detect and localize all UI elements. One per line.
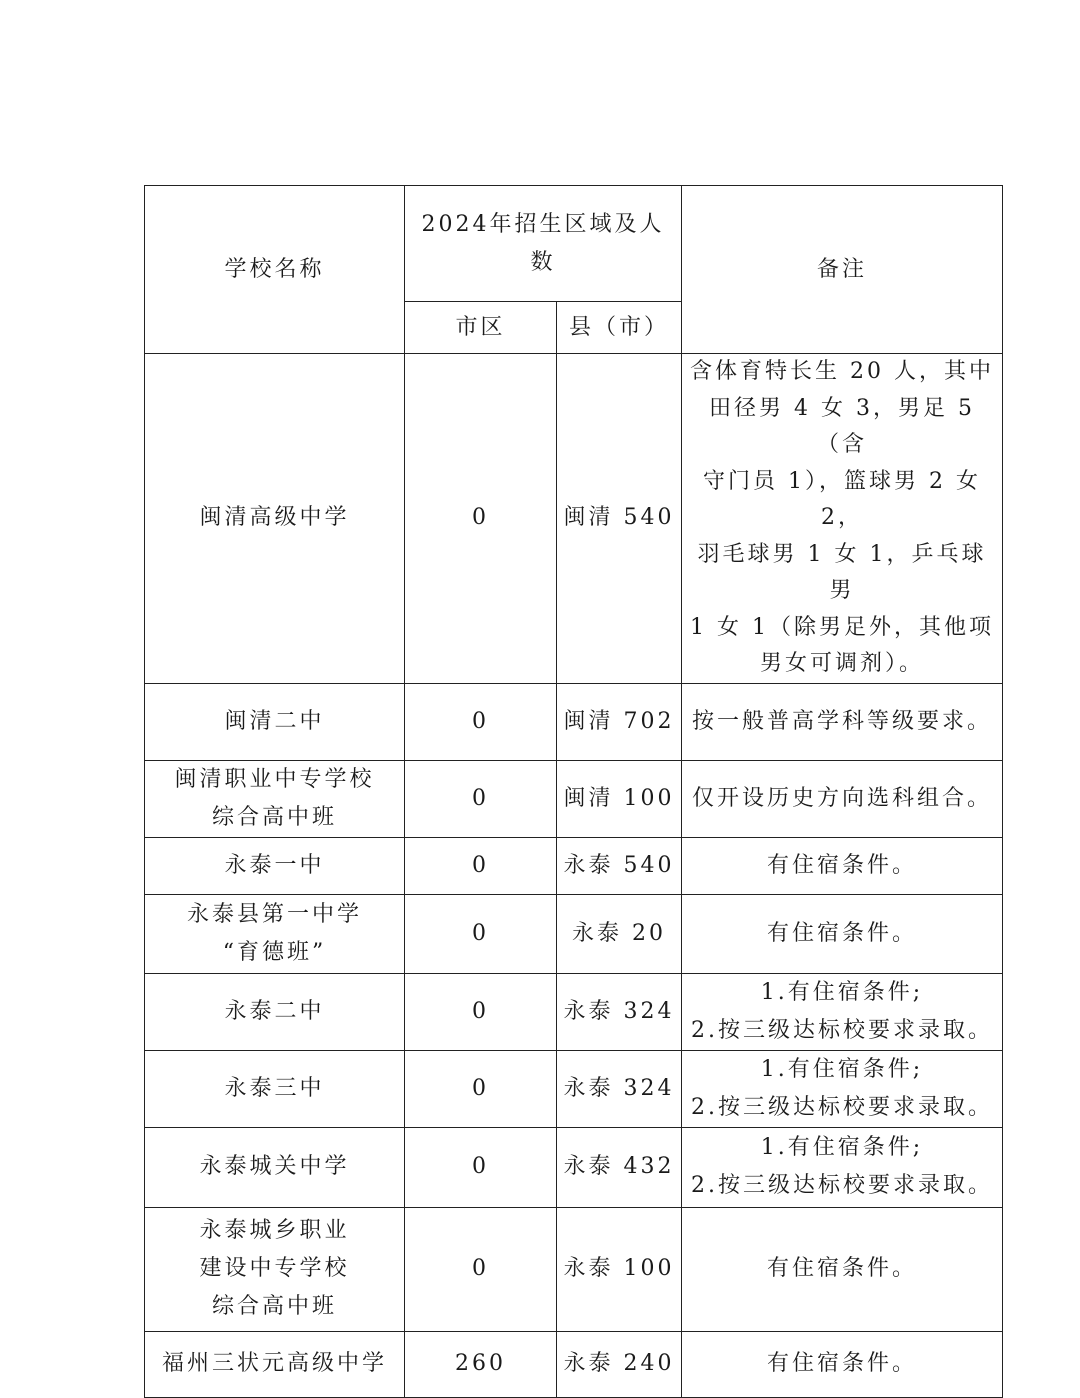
city-count: 0 <box>405 894 557 973</box>
remark-line: 田径男 4 女 3，男足 5（含 <box>709 395 975 457</box>
school-name: 永泰县第一中学 <box>186 901 362 927</box>
table-row <box>145 837 1003 894</box>
table-row <box>145 1207 1003 1331</box>
school-name: “育德班” <box>222 939 327 965</box>
header-city-district: 市区 <box>405 302 557 354</box>
county-count: 闽清 100 <box>557 760 682 837</box>
school-name-cell <box>145 760 405 837</box>
remark-cell <box>682 354 1003 684</box>
table-row <box>145 1127 1003 1207</box>
city-count: 0 <box>405 973 557 1050</box>
remark-line: 有住宿条件。 <box>766 920 917 946</box>
remark-line: 有住宿条件。 <box>766 1256 917 1281</box>
table-row <box>145 354 1003 684</box>
header-enrollment: 2024年招生区域及人数 <box>405 186 682 302</box>
county-count: 永泰 540 <box>557 837 682 894</box>
remark-line: 守门员 1），篮球男 2 女 2， <box>703 468 981 530</box>
table-row <box>145 1050 1003 1127</box>
county-count: 永泰 324 <box>557 1050 682 1127</box>
city-count: 0 <box>405 1207 557 1331</box>
admission-table <box>144 185 1003 1398</box>
county-count: 闽清 540 <box>557 354 682 684</box>
header-county: 县（市） <box>557 302 682 354</box>
city-count: 0 <box>405 1127 557 1207</box>
remark-line: 有住宿条件。 <box>766 852 917 878</box>
school-name: 综合高中班 <box>211 1294 337 1319</box>
header-school-name: 学校名称 <box>145 186 405 354</box>
table-row <box>145 894 1003 973</box>
remark-line: 羽毛球男 1 女 1，乒乓球男 <box>697 541 987 603</box>
table-row <box>145 760 1003 837</box>
remark-cell <box>682 894 1003 973</box>
remark-cell <box>682 837 1003 894</box>
school-name: 建设中专学校 <box>199 1256 350 1281</box>
school-name: 永泰城乡职业 <box>199 1218 350 1243</box>
county-count: 永泰 240 <box>557 1331 682 1397</box>
remark-line: 1 女 1（除男足外，其他项 <box>690 614 994 640</box>
school-name-cell <box>145 1331 405 1397</box>
school-name-cell <box>145 973 405 1050</box>
remark-cell <box>682 1207 1003 1331</box>
remark-line: 男女可调剂）。 <box>759 651 924 676</box>
school-name-cell <box>145 1050 405 1127</box>
city-count: 0 <box>405 354 557 684</box>
remark-cell <box>682 1127 1003 1207</box>
city-count: 0 <box>405 1050 557 1127</box>
county-count: 闽清 702 <box>557 683 682 760</box>
remark-line: 2.按三级达标校要求录取。 <box>691 1017 993 1043</box>
school-name: 永泰城关中学 <box>199 1154 350 1179</box>
table-row <box>145 1331 1003 1397</box>
remark-cell <box>682 973 1003 1050</box>
remark-line: 含体育特长生 20 人，其中 <box>690 359 994 384</box>
remark-line: 按一般普高学科等级要求。 <box>691 708 992 734</box>
school-name: 闽清二中 <box>224 708 325 734</box>
school-name-cell <box>145 354 405 684</box>
school-name: 综合高中班 <box>211 804 337 830</box>
school-name: 闽清职业中专学校 <box>174 766 375 792</box>
table-row <box>145 683 1003 760</box>
school-name-cell <box>145 894 405 973</box>
remark-line: 1.有住宿条件; <box>760 1135 924 1160</box>
remark-line: 仅开设历史方向选科组合。 <box>691 785 992 811</box>
city-count: 0 <box>405 683 557 760</box>
school-name-cell <box>145 1207 405 1331</box>
school-name: 福州三状元高级中学 <box>161 1351 387 1376</box>
header-remarks: 备注 <box>682 186 1003 354</box>
remark-cell <box>682 1331 1003 1397</box>
school-name-cell <box>145 1127 405 1207</box>
school-name-cell <box>145 683 405 760</box>
county-count: 永泰 432 <box>557 1127 682 1207</box>
remark-cell <box>682 760 1003 837</box>
school-name: 闽清高级中学 <box>199 505 350 531</box>
table-row <box>145 973 1003 1050</box>
school-name: 永泰三中 <box>224 1075 325 1101</box>
remark-line: 1.有住宿条件; <box>760 1056 924 1082</box>
remark-line: 有住宿条件。 <box>766 1351 917 1376</box>
county-count: 永泰 100 <box>557 1207 682 1331</box>
county-count: 永泰 324 <box>557 973 682 1050</box>
remark-line: 2.按三级达标校要求录取。 <box>691 1173 993 1198</box>
remark-cell <box>682 1050 1003 1127</box>
city-count: 0 <box>405 837 557 894</box>
remark-line: 2.按三级达标校要求录取。 <box>691 1094 993 1120</box>
county-count: 永泰 20 <box>557 894 682 973</box>
remark-cell <box>682 683 1003 760</box>
school-name-cell <box>145 837 405 894</box>
header-row <box>145 186 1003 302</box>
city-count: 0 <box>405 760 557 837</box>
city-count: 260 <box>405 1331 557 1397</box>
school-name: 永泰一中 <box>224 852 325 878</box>
remark-line: 1.有住宿条件; <box>760 979 924 1005</box>
school-name: 永泰二中 <box>224 998 325 1024</box>
